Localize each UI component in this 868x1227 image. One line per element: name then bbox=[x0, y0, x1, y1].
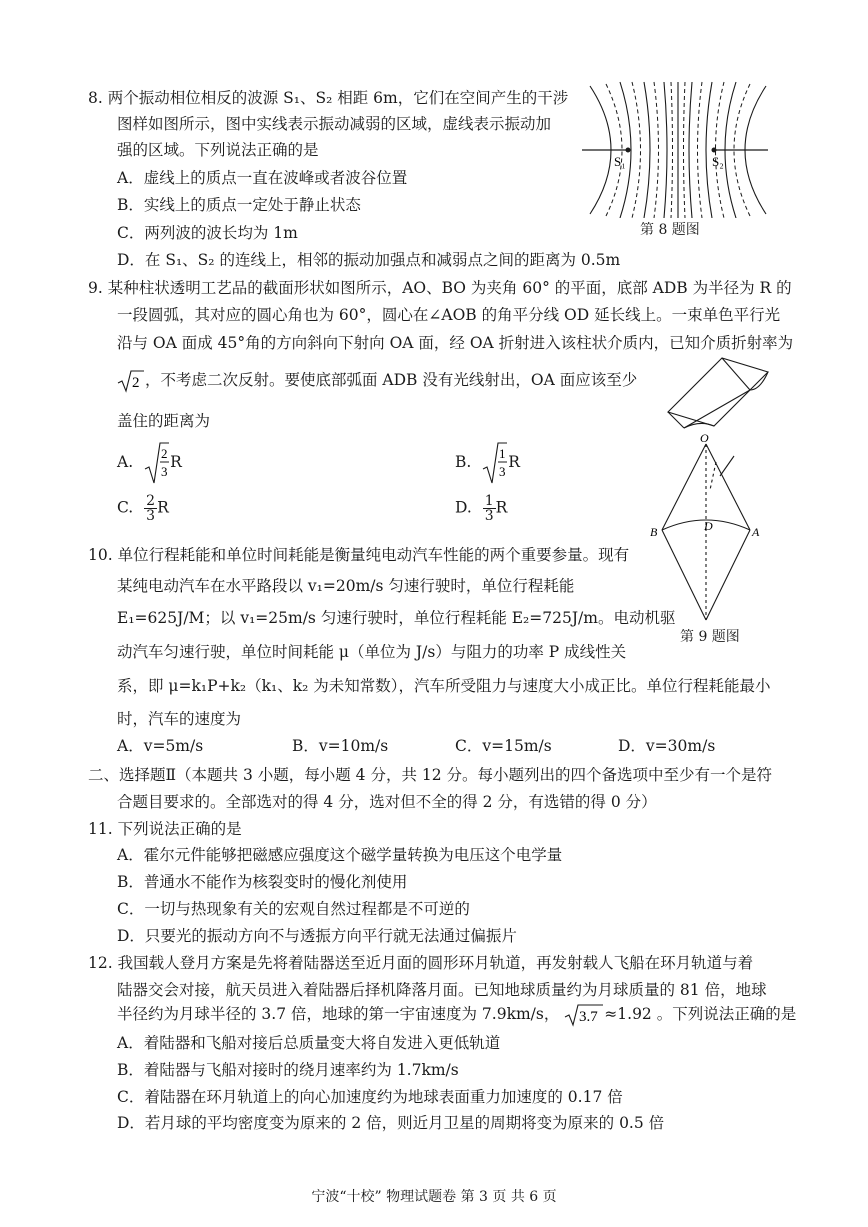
sqrt2-radicand: 2 bbox=[132, 375, 140, 391]
q8-line3: 强的区域。下列说法正确的是 bbox=[117, 141, 319, 159]
section2-header-line2: 合题目要求的。全部选对的得 4 分，选对但不全的得 2 分，有选错的得 0 分） bbox=[117, 793, 657, 811]
q9-option-b-label: B. bbox=[455, 453, 472, 471]
q11-option-d: D．只要光的振动方向不与透振方向平行就无法通过偏振片 bbox=[117, 927, 517, 945]
edge-oa bbox=[706, 444, 750, 530]
q11-line1: 11. 下列说法正确的是 bbox=[88, 820, 242, 838]
label-a: A bbox=[752, 525, 760, 539]
source-s1-dot bbox=[626, 148, 631, 153]
dashed-line-left-3 bbox=[654, 82, 659, 218]
q9-a-sqrt-sign bbox=[144, 441, 170, 485]
dashed-line-left-2 bbox=[632, 82, 641, 218]
q9-line4 bbox=[117, 368, 637, 393]
q9-c-r: R bbox=[157, 498, 169, 517]
q9-c-den: 3 bbox=[146, 508, 156, 524]
fig9-caption: 第 9 题图 bbox=[680, 629, 740, 645]
q10-line1: 10. 单位行程耗能和单位时间耗能是衡量纯电动汽车性能的两个重要参量。现有 bbox=[88, 546, 630, 564]
q8-option-d: D．在 S₁、S₂ 的连线上，相邻的振动加强点和减弱点之间的距离为 0.5m bbox=[117, 251, 621, 269]
dashed-line-right-4 bbox=[684, 82, 686, 218]
q9-line1: 9. 某种柱状透明工艺品的截面形状如图所示，AO、BO 为夹角 60° 的平面，底部 ADB 为半径为 R 的 bbox=[88, 279, 792, 297]
sqrt37-radicand: 3.7 bbox=[579, 1009, 599, 1025]
cross-section-figure bbox=[648, 432, 768, 632]
radius-a bbox=[706, 530, 750, 620]
q9-d-r: R bbox=[495, 498, 508, 517]
source-s2-dot bbox=[712, 148, 717, 153]
q8-option-c: C．两列波的波长均为 1m bbox=[117, 224, 298, 242]
page-footer: 宁波“十校” 物理试题卷 第 3 页 共 6 页 bbox=[311, 1189, 557, 1205]
q9-option-d bbox=[455, 494, 507, 523]
q9-a-den: 3 bbox=[161, 464, 168, 479]
q9-a-num: 2 bbox=[161, 446, 168, 461]
q9-line2: 一段圆弧，其对应的圆心角也为 60°，圆心在∠AOB 的角平分线 OD 延长线上。一束单色平行光 bbox=[117, 306, 781, 324]
q10-option-d: D．v=30m/s bbox=[618, 737, 716, 755]
label-b: B bbox=[650, 525, 658, 539]
solid-line-right-3 bbox=[706, 82, 712, 218]
q9-option-c-label: C. bbox=[117, 498, 134, 517]
q9-b-num: 1 bbox=[499, 446, 506, 461]
solid-line-left-3 bbox=[644, 82, 650, 218]
q9-d-num: 1 bbox=[484, 493, 494, 509]
q9-c-num: 2 bbox=[146, 493, 156, 509]
q11-option-a: A．霍尔元件能够把磁感应强度这个磁学量转换为电压这个电学量 bbox=[117, 846, 563, 864]
incident-ray bbox=[720, 456, 734, 476]
q8-line1: 8. 两个振动相位相反的波源 S₁、S₂ 相距 6m，它们在空间产生的干涉 bbox=[88, 89, 569, 107]
q10-line2: 某纯电动汽车在水平路段以 v₁=20m/s 匀速行驶时，单位行程耗能 bbox=[117, 577, 575, 595]
fig8-caption: 第 8 题图 bbox=[640, 222, 700, 238]
q10-line5: 系，即 μ=k₁P+k₂（k₁、k₂ 为未知常数），汽车所受阻力与速度大小成正比。单位行程耗能最小 bbox=[117, 677, 771, 695]
label-s1: S₁ bbox=[614, 154, 626, 169]
q9-d-fraction bbox=[483, 494, 496, 523]
q9-option-c bbox=[117, 494, 169, 523]
refracted-ray bbox=[710, 462, 716, 490]
q9-b-r: R bbox=[508, 453, 520, 471]
q9-option-a-label: A. bbox=[117, 453, 134, 471]
section2-header-line1: 二、选择题Ⅱ（本题共 3 小题，每小题 4 分，共 12 分。每小题列出的四个备选项中至少有一个是符 bbox=[88, 766, 773, 784]
q9-b-sqrt-sign bbox=[482, 441, 508, 485]
label-s2: S₂ bbox=[712, 154, 724, 169]
label-o: O bbox=[700, 432, 709, 445]
q12-line3-end: ≈1.92 。下列说法正确的是 bbox=[604, 1005, 797, 1023]
sqrt-sign bbox=[117, 369, 145, 393]
q9-d-den: 3 bbox=[484, 508, 494, 524]
q10-option-a: A．v=5m/s bbox=[117, 737, 204, 755]
sqrt37-sign bbox=[564, 1003, 604, 1027]
q12-line3 bbox=[117, 1002, 796, 1027]
q12-option-c: C．着陆器在环月轨道上的向心加速度约为地球表面重力加速度的 0.17 倍 bbox=[117, 1088, 623, 1106]
q11-option-c: C．一切与热现象有关的宏观自然过程都是不可逆的 bbox=[117, 900, 470, 918]
sqrt2-expression bbox=[117, 369, 145, 393]
label-d: D bbox=[704, 519, 713, 533]
prism-top-face bbox=[668, 358, 768, 426]
q9-option-b bbox=[455, 441, 520, 485]
dashed-line-right-3 bbox=[698, 82, 703, 218]
dashed-line-left-4 bbox=[671, 82, 673, 218]
solid-line-right-4 bbox=[689, 82, 692, 218]
q9-a-r: R bbox=[170, 453, 182, 471]
q9-c-fraction bbox=[144, 494, 157, 523]
q12-line1: 12. 我国载人登月方案是先将着陆器送至近月面的圆形环月轨道，再发射载人飞船在环月轨道与着 bbox=[88, 954, 754, 972]
q10-option-b: B．v=10m/s bbox=[292, 737, 389, 755]
q10-option-c: C．v=15m/s bbox=[455, 737, 552, 755]
prism-3d-figure bbox=[664, 350, 774, 430]
q12-option-b: B．着陆器与飞船对接时的绕月速率约为 1.7km/s bbox=[117, 1061, 459, 1079]
q8-option-a: A．虚线上的质点一直在波峰或者波谷位置 bbox=[117, 169, 408, 187]
q9-line3: 沿与 OA 面成 45°角的方向斜向下射向 OA 面，经 OA 折射进入该柱状介质内，已知介质折射率为 bbox=[117, 334, 794, 352]
q12-line3-text: 半径约为月球半径的 3.7 倍，地球的第一宇宙速度为 7.9km/s， bbox=[117, 1005, 560, 1023]
q9-line5: 盖住的距离为 bbox=[117, 412, 211, 430]
q9-b-den: 3 bbox=[499, 464, 506, 479]
q12-line2: 陆器交会对接，航天员进入着陆器后择机降落月面。已知地球质量约为月球质量的 81 倍，地球 bbox=[117, 981, 767, 999]
q8-option-b: B．实线上的质点一定处于静止状态 bbox=[117, 196, 361, 214]
q12-option-d: D．若月球的平均密度变为原来的 2 倍，则近月卫星的周期将变为原来的 0.5 倍 bbox=[117, 1114, 665, 1132]
interference-figure bbox=[580, 78, 770, 218]
q10-line6: 时，汽车的速度为 bbox=[117, 710, 242, 728]
q9-option-a bbox=[117, 441, 182, 485]
q9-line4-text: ，不考虑二次反射。要使底部弧面 ADB 没有光线射出，OA 面应该至少 bbox=[145, 371, 638, 389]
q12-option-a: A．着陆器和飞船对接后总质量变大将自发进入更低轨道 bbox=[117, 1034, 501, 1052]
edge-ob bbox=[662, 444, 706, 530]
q10-line3: E₁=625J/M；以 v₁=25m/s 匀速行驶时，单位行程耗能 E₂=725J/m。电动机驱 bbox=[117, 609, 676, 627]
q9-option-d-label: D. bbox=[455, 498, 472, 517]
q11-option-b: B．普通水不能作为核裂变时的慢化剂使用 bbox=[117, 873, 408, 891]
q10-line4: 动汽车匀速行驶，单位时间耗能 μ（单位为 J/s）与阻力的功率 P 成线性关 bbox=[117, 643, 627, 661]
solid-line-left-4 bbox=[664, 82, 667, 218]
q8-line2: 图样如图所示，图中实线表示振动减弱的区域，虚线表示振动加 bbox=[117, 115, 552, 133]
